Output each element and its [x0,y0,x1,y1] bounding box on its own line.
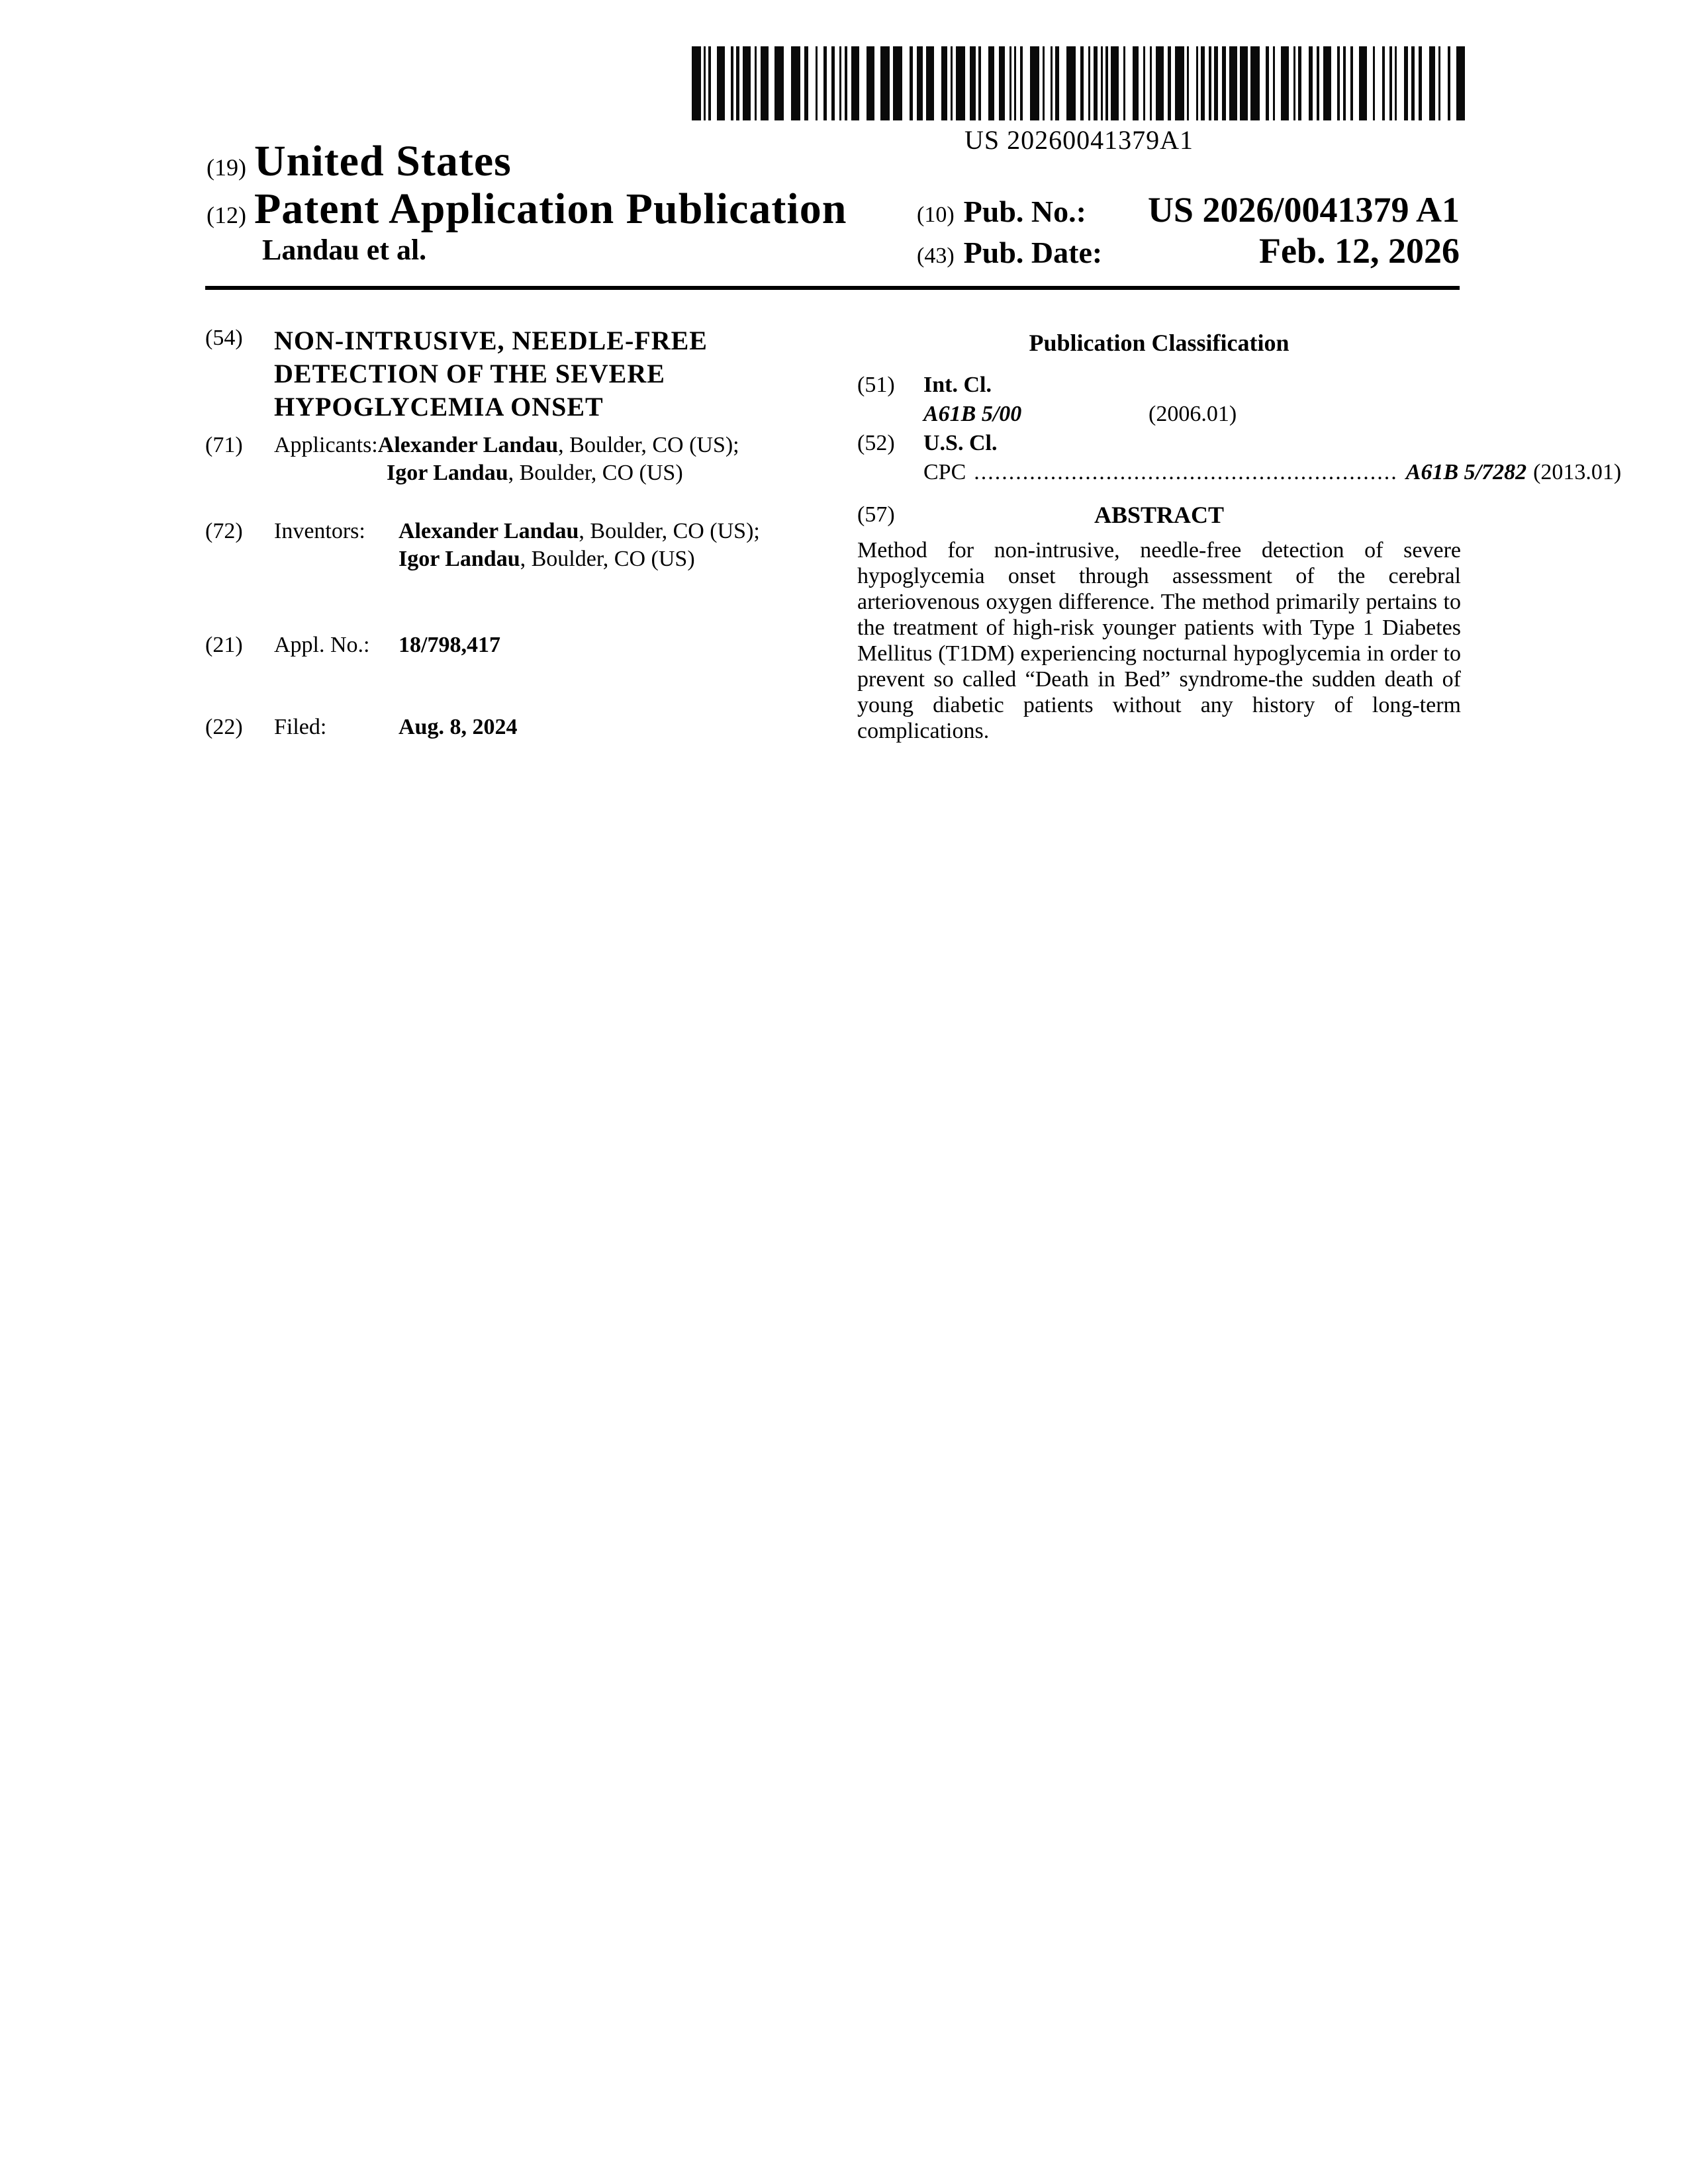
int-cl-label: Int. Cl. [923,373,992,397]
document-type: Patent Application Publication [254,185,847,233]
barcode [692,46,1466,120]
barcode-number: US 20260041379A1 [964,125,1194,155]
pub-date-value: Feb. 12, 2026 [1259,231,1460,271]
pub-no-label: Pub. No.: [963,195,1086,228]
field-code-21: (21) [205,633,243,657]
cpc-code: A61B 5/7282 [1405,460,1527,484]
invention-title [274,324,804,424]
field-code-52: (52) [857,431,895,455]
pub-date-line [917,230,1460,271]
us-cl-label: U.S. Cl. [923,431,998,455]
filed-date [274,713,804,741]
applicants-value [274,432,804,487]
applicants-line-2 [274,459,804,487]
filed-date-section [205,713,804,741]
applicants-label: Applicants: [274,433,378,457]
field-code-10: (10) [917,203,955,227]
dot-leader: ............................................................. [974,460,1398,484]
appl-no-label: Appl. No.: [274,633,370,657]
int-cl-value [923,371,1461,429]
kind-code-19: (19) [207,154,246,181]
inventors-line-2 [274,545,804,573]
applicant-name-2: Igor Landau [387,461,508,485]
us-cl-value [923,429,1621,487]
title-line-2: DETECTION OF THE SEVERE [274,359,665,388]
applicants-section [205,432,804,487]
appl-no-value: 18/798,417 [399,633,500,657]
int-cl-code-line [923,400,1461,429]
barcode-block [692,46,1466,156]
inventor-name-2: Igor Landau [399,547,520,571]
applicants-line-1 [274,432,804,459]
inventors-value [274,518,804,573]
country-name: United States [254,137,512,185]
field-code-51: (51) [857,373,895,397]
abstract-heading: ABSTRACT [1094,502,1225,528]
field-code-57: (57) [857,502,895,527]
pub-no-value: US 2026/0041379 A1 [1147,190,1460,230]
author-line: Landau et al. [262,234,427,266]
inventor-rest-1: , Boulder, CO (US); [579,519,760,543]
classification-column [857,328,1622,744]
field-code-71: (71) [205,433,243,457]
header-country-line [207,136,512,187]
bibliographic-column [205,324,804,741]
cpc-version: (2013.01) [1533,460,1622,484]
pub-no-line [917,189,1460,230]
field-code-72: (72) [205,519,243,543]
inventor-rest-2: , Boulder, CO (US) [520,547,695,571]
title-section [205,324,804,424]
title-line-3: HYPOGLYCEMIA ONSET [274,392,604,422]
title-line-1: NON-INTRUSIVE, NEEDLE-FREE [274,326,708,355]
pub-no-label-group [917,194,1086,229]
abstract-text: Method for non-intrusive, needle-free detection of severe hypoglycemia onset through assessment of the cerebral arteriovenous oxygen difference. The method primarily pertains to the treatment of high-risk younger patients with Type 1 Diabetes Mellitus (T1DM) experiencing nocturnal hypoglycemia in order to prevent so called “Death in Bed” syndrome-the sudden death of young diabetic patients without any history of long-term complications. [857,538,1461,743]
application-number [274,631,804,659]
publication-classification-heading: Publication Classification [1029,330,1289,356]
application-number-section [205,631,804,659]
inventor-name-1: Alexander Landau [399,519,579,543]
field-code-54: (54) [205,326,243,350]
inventors-label: Inventors: [274,519,365,543]
int-cl-section [857,371,1461,429]
applicant-rest-2: , Boulder, CO (US) [508,461,683,485]
inventors-line-1 [274,518,804,545]
int-cl-version: (2006.01) [1149,402,1237,426]
int-cl-code: A61B 5/00 [923,402,1022,426]
us-cl-section [857,429,1622,487]
header-divider [205,286,1460,290]
inventors-section [205,518,804,573]
pub-date-label-group [917,235,1102,270]
filed-value: Aug. 8, 2024 [399,715,518,739]
applicant-rest-1: , Boulder, CO (US); [558,433,739,457]
pub-date-label: Pub. Date: [963,236,1103,269]
cpc-line [923,458,1621,487]
cpc-label: CPC [923,460,966,484]
header-doctype-line [207,184,847,234]
field-code-22: (22) [205,715,243,739]
filed-label: Filed: [274,715,327,739]
abstract-heading-row [857,500,1461,531]
applicant-name-1: Alexander Landau [377,433,559,457]
field-code-43: (43) [917,244,955,268]
kind-code-12: (12) [207,202,246,228]
